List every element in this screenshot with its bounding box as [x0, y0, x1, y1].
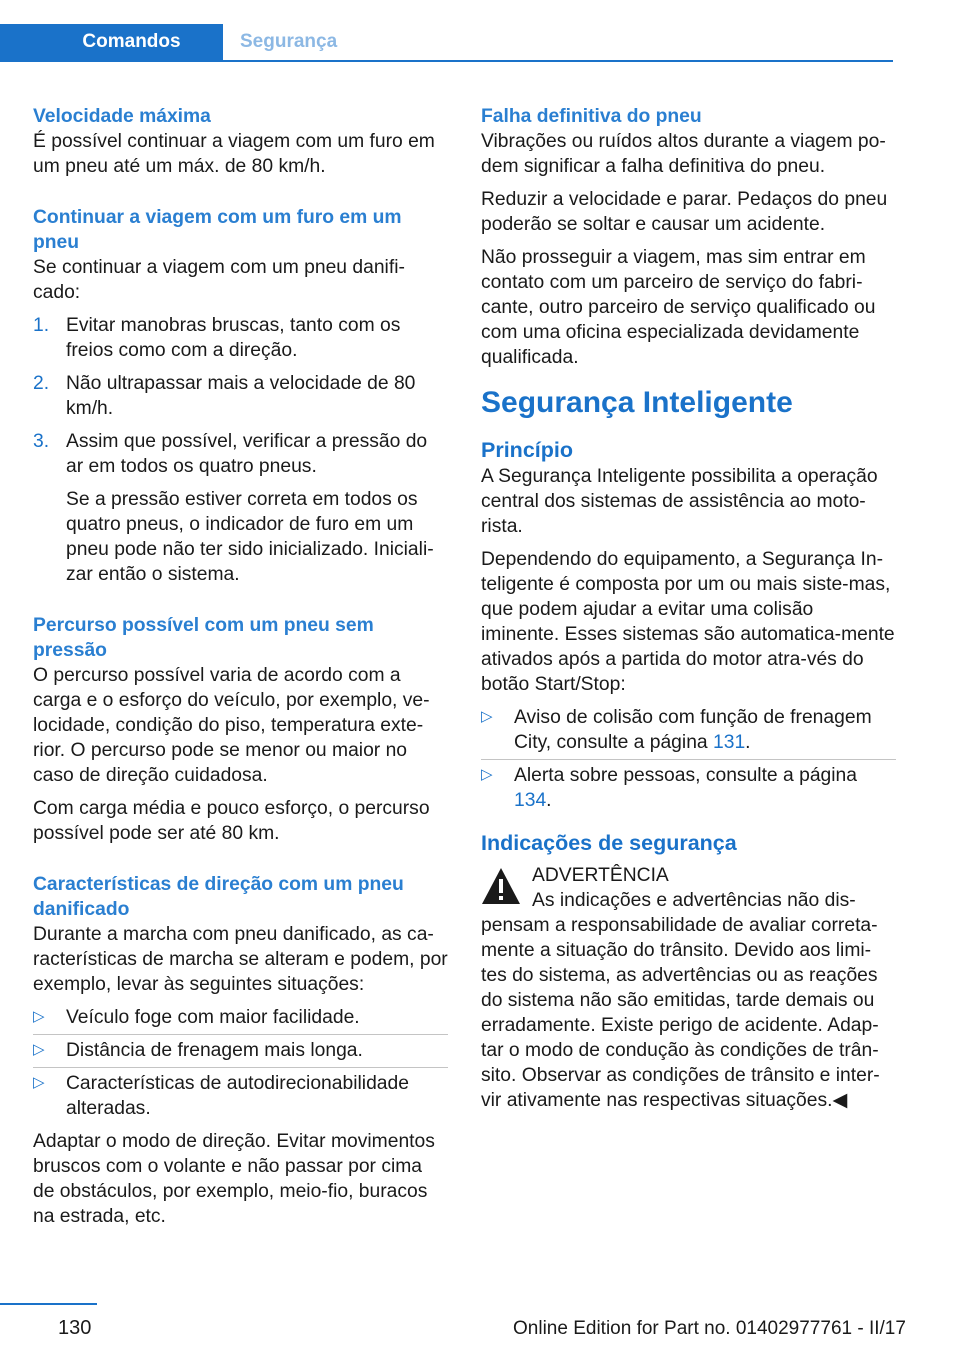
list-item — [33, 429, 448, 587]
right-column — [481, 104, 896, 1113]
step-text: Não ultrapassar mais a velocidade de 80 km/h. — [66, 373, 416, 419]
bullet-text: Veículo foge com maior facilidade. — [66, 1007, 360, 1028]
warning-box — [481, 863, 896, 1113]
triangle-bullet-icon: ▷ — [33, 1041, 45, 1058]
list-item — [33, 371, 448, 421]
tab-seguranca[interactable]: Segurança — [240, 31, 338, 52]
heading-caracteristicas-direcao: Características de direção com um pneu danificado — [33, 874, 404, 920]
list-item — [33, 1038, 448, 1063]
heading-continuar-viagem: Continuar a viagem com um furo em um pneu — [33, 207, 402, 253]
step-note: Se a pressão estiver correta em todos os quatro pneus, o indicador de furo em um pneu pode não ter sido inicializado. Iniciali‐zar então o sistema. — [66, 489, 434, 585]
paragraph: Não prosseguir a viagem, mas sim entrar em contato com um parceiro de serviço do fabri‐cante, outro parceiro de serviço qualificado ou com uma oficina especializada devidamente qualificada. — [481, 247, 876, 368]
paragraph: Dependendo do equipamento, a Segurança In‐teligente é composta por um ou mais siste‐mas, que podem ajudar a evitar uma colisão iminente. Esses sistemas são automatica‐mente ativados após a partida do motor atra‐vés do botão Start/Stop: — [481, 549, 895, 695]
bullet-list — [481, 705, 896, 813]
bullet-text: Características de autodirecionabilidade alteradas. — [66, 1073, 409, 1119]
page-link-131[interactable]: 131 — [713, 732, 746, 753]
warning-text: As indicações e advertências não dis‐pensam a responsabilidade de avaliar correta‐mente a situação do trânsito. Devido aos limi‐tes do sistema, as advertências ou as reações do sistema não são emitidas, tarde demais ou erradamente. Existe perigo de acidente. Adap‐tar o modo de condução às condições de trân‐sito. Observar as condições de trânsito e inter‐vir ativamente nas respectivas situações.◀ — [481, 890, 880, 1111]
heading-percurso-possivel: Percurso possível com um pneu sem pressão — [33, 615, 374, 661]
paragraph: Vibrações ou ruídos altos durante a viagem po‐dem significar a falha definitiva do pneu. — [481, 131, 886, 177]
bullet-text: Aviso de colisão com função de frenagem City, consulte a página — [514, 707, 872, 753]
step-number: 1. — [33, 315, 50, 336]
tab-comandos-label: Comandos — [82, 31, 181, 52]
list-item — [33, 1071, 448, 1121]
section-title: Segurança Inteligente — [481, 386, 793, 419]
paragraph: O percurso possível varia de acordo com a carga e o esforço do veículo, por exemplo, ve‐locidade, condição do piso, temperatura exte‐rior. O percurso pode se menor ou maior no caso de direção cuidadosa. — [33, 665, 430, 786]
heading-velocidade-maxima: Velocidade máxima — [33, 106, 211, 127]
paragraph: Adaptar o modo de direção. Evitar movimentos bruscos com o volante e não passar por cima de obstáculos, por exemplo, meio-fio, buracos na estrada, etc. — [33, 1131, 435, 1227]
footer-rule — [0, 1303, 97, 1305]
steps-list — [33, 313, 448, 587]
triangle-bullet-icon: ▷ — [33, 1008, 45, 1025]
paragraph: Com carga média e pouco esforço, o percurso possível pode ser até 80 km. — [33, 798, 430, 844]
list-item — [33, 313, 448, 363]
paragraph: É possível continuar a viagem com um furo em um pneu até um máx. de 80 km/h. — [33, 131, 435, 177]
list-item: ▷ Alerta sobre pessoas, consulte a página 134. — [481, 763, 896, 813]
page-link-134[interactable]: 134 — [514, 790, 547, 811]
heading-principio: Princípio — [481, 438, 573, 462]
bullet-text: Alerta sobre pessoas, consulte a página — [514, 765, 857, 786]
triangle-bullet-icon: ▷ — [481, 708, 493, 725]
list-item — [33, 1005, 448, 1030]
triangle-bullet-icon: ▷ — [33, 1074, 45, 1091]
page-number: 130 — [58, 1317, 92, 1339]
tab-comandos[interactable] — [0, 24, 223, 60]
left-column — [33, 104, 448, 1237]
step-text: Assim que possível, verificar a pressão do ar em todos os quatro pneus. — [66, 431, 428, 477]
paragraph: Se continuar a viagem com um pneu danifi‐cado: — [33, 257, 405, 303]
list-item: ▷ Aviso de colisão com função de frenagem City, consulte a página 131. — [481, 705, 896, 755]
chapter-header — [0, 24, 893, 62]
paragraph: Durante a marcha com pneu danificado, as ca‐racterísticas de marcha se alteram e podem, por exemplo, levar às seguintes situações: — [33, 924, 448, 995]
heading-falha-definitiva: Falha definitiva do pneu — [481, 106, 702, 127]
step-number: 3. — [33, 431, 50, 452]
warning-title: ADVERTÊNCIA — [532, 865, 669, 886]
warning-triangle-icon — [481, 867, 521, 905]
bullet-list — [33, 1005, 448, 1121]
step-number: 2. — [33, 373, 50, 394]
paragraph: Reduzir a velocidade e parar. Pedaços do pneu poderão se soltar e causar um acidente. — [481, 189, 888, 235]
triangle-bullet-icon: ▷ — [481, 766, 493, 783]
bullet-text: Distância de frenagem mais longa. — [66, 1040, 363, 1061]
header-rule — [0, 60, 893, 62]
step-text: Evitar manobras bruscas, tanto com os freios como com a direção. — [66, 315, 401, 361]
paragraph: A Segurança Inteligente possibilita a operação central dos sistemas de assistência ao moto‐rista. — [481, 466, 878, 537]
edition-note: Online Edition for Part no. 01402977761 - II/17 — [513, 1318, 906, 1339]
heading-indicacoes-seguranca: Indicações de segurança — [481, 831, 737, 855]
